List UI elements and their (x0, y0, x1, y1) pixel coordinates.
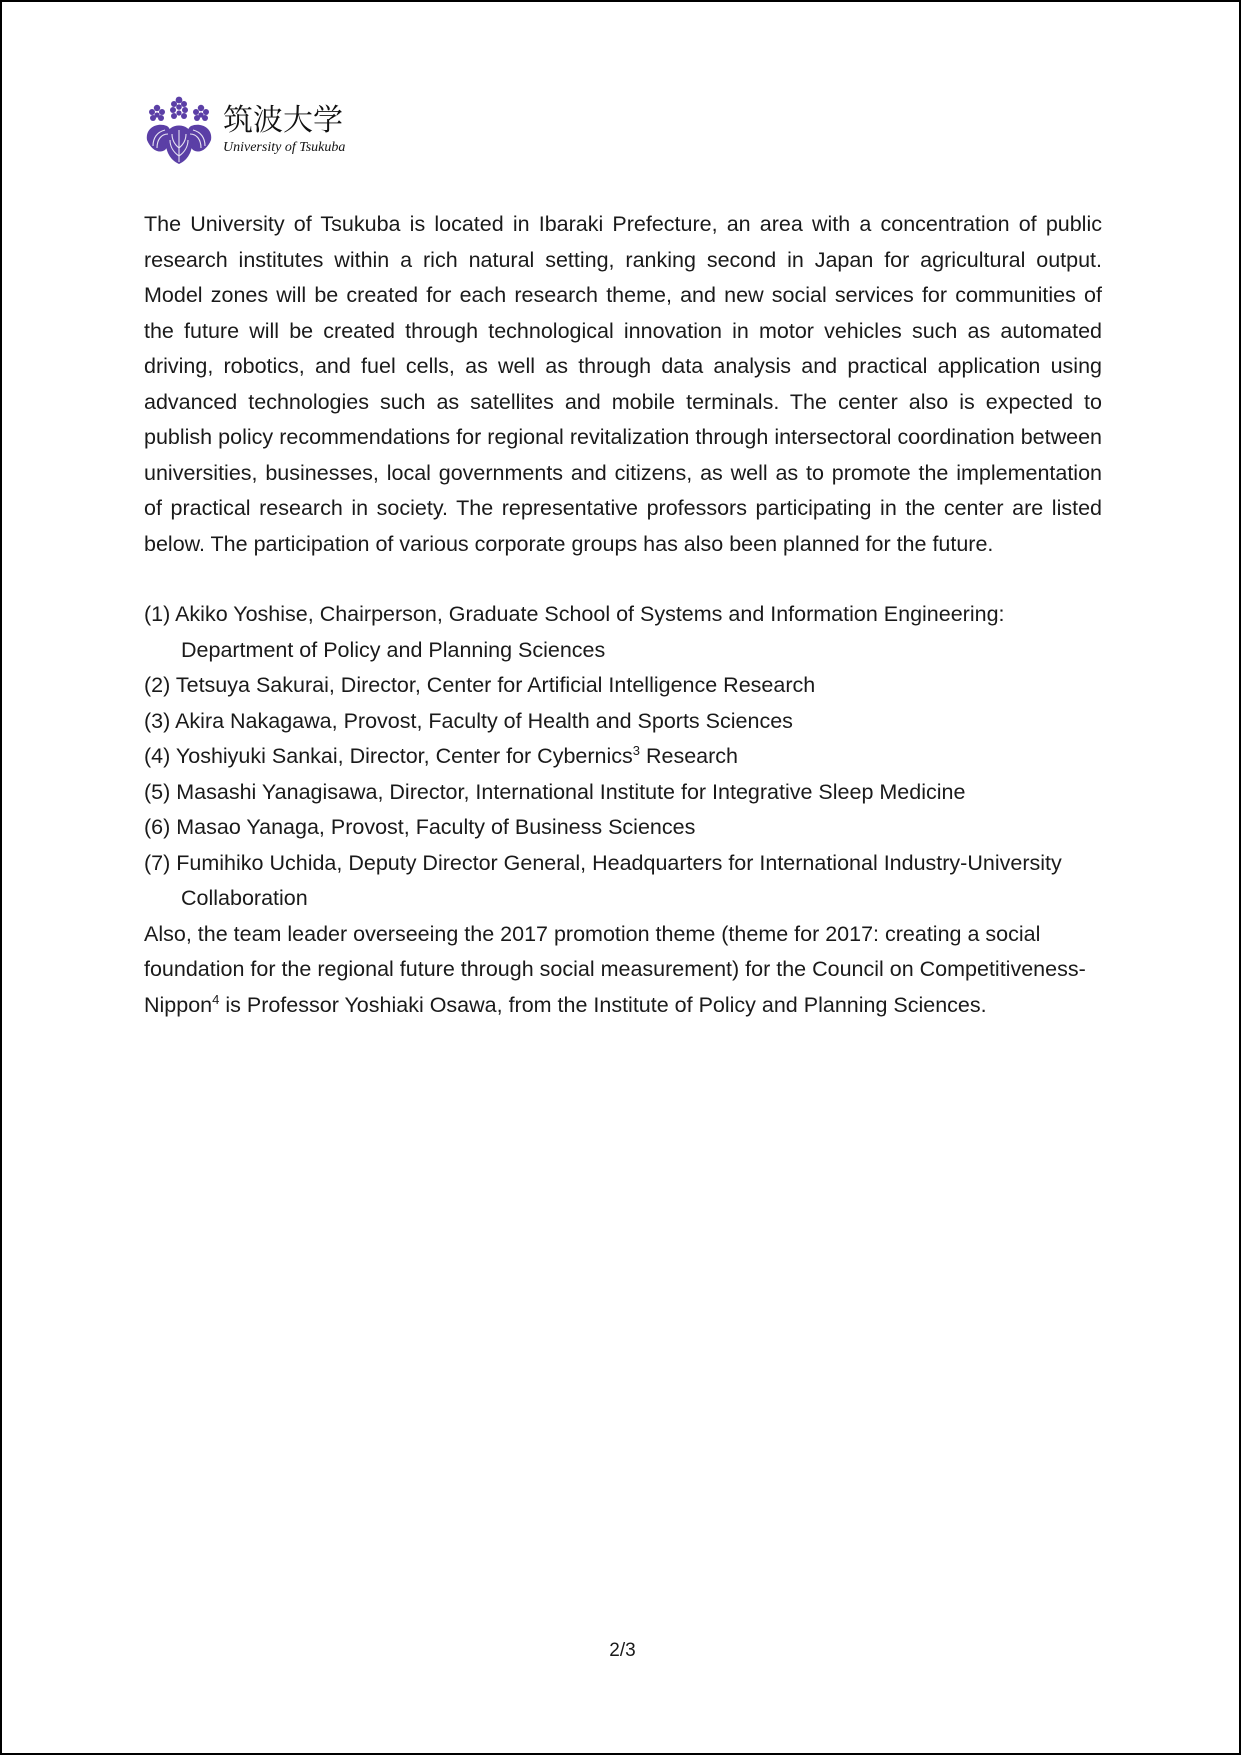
item-text: Tetsuya Sakurai, Director, Center for Artificial Intelligence Research (175, 673, 816, 697)
professor-list (144, 597, 1102, 917)
university-logo (143, 92, 345, 168)
list-item (144, 739, 1102, 775)
item-number: (6) (144, 815, 171, 839)
list-item (144, 775, 1102, 811)
item-text: Masao Yanaga, Provost, Faculty of Business Sciences (176, 815, 696, 839)
item-number: (2) (144, 673, 171, 697)
footnote-marker: 4 (212, 991, 220, 1007)
logo-english-name: University of Tsukuba (223, 140, 346, 155)
closing-text-continued: is Professor Yoshiaki Osawa, from the Institute of Policy and Planning Sciences. (219, 992, 987, 1017)
list-item (144, 846, 1102, 917)
logo-kanji: 筑波大学 (223, 103, 343, 138)
closing-paragraph (144, 917, 1102, 1024)
item-text: Akira Nakagawa, Provost, Faculty of Health and Sports Sciences (175, 708, 793, 733)
list-item (144, 597, 1102, 668)
item-number: (7) (144, 850, 171, 875)
item-text: Fumihiko Uchida, Deputy Director General, Headquarters for International Industry-University Collaboration (176, 850, 1062, 910)
footnote-marker: 3 (632, 743, 640, 758)
item-number: (4) (144, 744, 171, 768)
item-text-continued: Research (639, 744, 738, 768)
item-number: (1) (144, 602, 171, 626)
list-item (144, 810, 1102, 846)
closing-text: Also, the team leader overseeing the 2017 promotion theme (theme for 2017: creating a social foundation for the regional future through social measurement) for the Council on Competitiveness-Nippon (144, 921, 1086, 1017)
item-text: Yoshiyuki Sankai, Director, Center for Cybernics (175, 744, 633, 768)
page-number: 2/3 (609, 1640, 636, 1661)
item-text: Masashi Yanagisawa, Director, International Institute for Integrative Sleep Medicine (176, 779, 966, 804)
list-item (144, 668, 1102, 704)
list-item (144, 704, 1102, 740)
logo-text (223, 104, 345, 156)
item-number: (5) (144, 779, 171, 804)
item-number: (3) (144, 708, 171, 733)
paulownia-crest-icon (143, 94, 215, 166)
document-body (144, 207, 1102, 1023)
intro-paragraph: The University of Tsukuba is located in Ibaraki Prefecture, an area with a concentration of public research institutes within a rich natural setting, ranking second in Japan for agricultural output. Model zones will be created for each research theme, and new social services for communities of the future will be created through technological innovation in motor vehicles such as automated driving, robotics, and fuel cells, as well as through data analysis and practical application using advanced technologies such as satellites and mobile terminals. The center also is expected to publish policy recommendations for regional revitalization through intersectoral coordination between universities, businesses, local governments and citizens, as well as to promote the implementation of practical research in society. The representative professors participating in the center are listed below. The participation of various corporate groups has also been planned for the future. (144, 212, 1102, 556)
item-text: Akiko Yoshise, Chairperson, Graduate School of Systems and Information Engineering: Department of Policy and Planning Sciences (175, 602, 1005, 662)
